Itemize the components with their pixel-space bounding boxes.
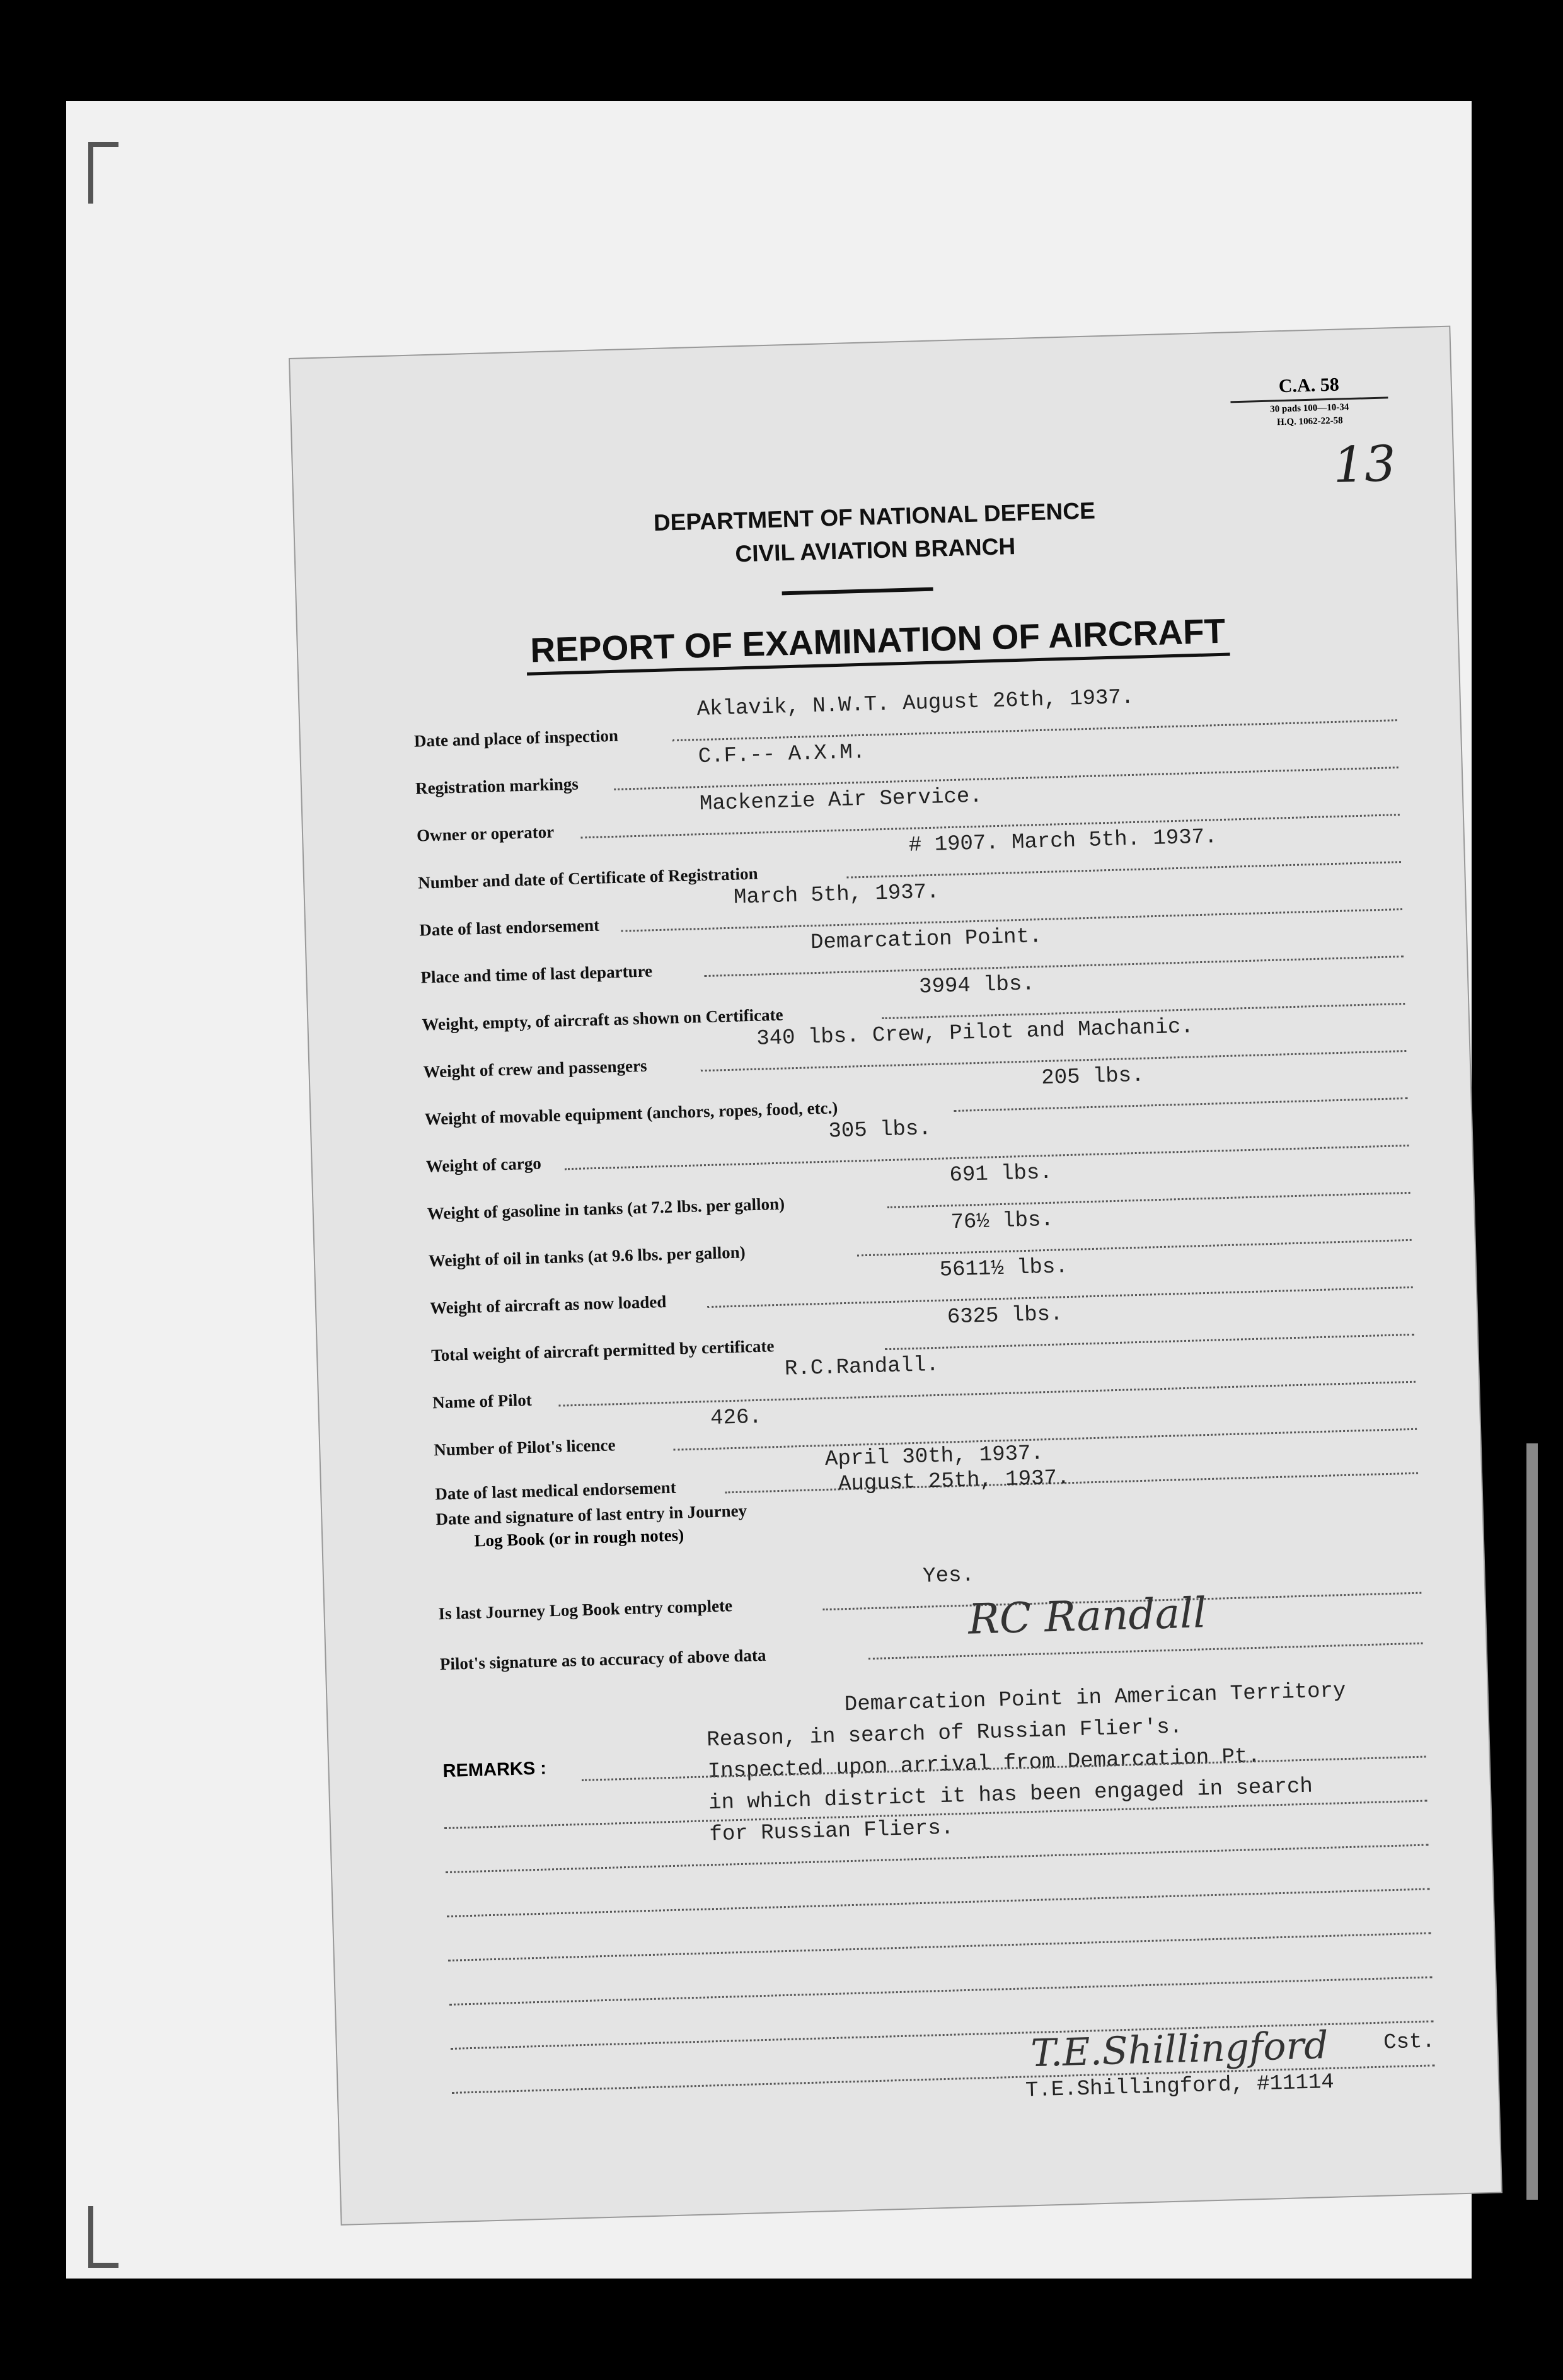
title-text: REPORT OF EXAMINATION OF AIRCRAFT [526, 611, 1230, 676]
field-value: Mackenzie Air Service. [699, 784, 983, 817]
remarks-line: Inspected upon arrival from Demarcation Pt. [707, 1744, 1261, 1784]
field-value: 691 lbs. [949, 1160, 1053, 1188]
field-value: 3994 lbs. [918, 972, 1035, 1000]
pilot-signature: RC Randall [967, 1588, 1208, 1644]
field-value: C.F.-- A.X.M. [698, 740, 866, 770]
field-value: March 5th, 1937. [733, 880, 940, 910]
remarks-dotted-line [447, 1888, 1429, 1917]
field-label: Name of Pilot [432, 1390, 533, 1412]
field-label: Weight of aircraft as now loaded [429, 1291, 667, 1318]
field-value: Demarcation Point. [810, 925, 1042, 956]
field-value: 205 lbs. [1041, 1063, 1145, 1091]
field-label: Date of last endorsement [418, 915, 600, 940]
field-label: Weight of crew and passengers [423, 1056, 647, 1082]
field-label: Weight of cargo [425, 1153, 542, 1176]
field-label: Weight of oil in tanks (at 9.6 lbs. per gallon) [428, 1242, 746, 1271]
print-line-1: 30 pads 100—10-34 [1270, 402, 1349, 415]
inspector-rank: Cst. [1383, 2030, 1436, 2055]
print-line-2: H.Q. 1062-22-58 [1276, 415, 1343, 428]
field-value: Yes. [922, 1563, 975, 1589]
tape-strip [1526, 1443, 1538, 2200]
department-heading: DEPARTMENT OF NATIONAL DEFENCE [653, 497, 1096, 536]
field-label: Date and place of inspection [413, 725, 619, 751]
field-label: Owner or operator [416, 822, 555, 845]
field-value: 426. [710, 1405, 763, 1431]
field-label: Is last Journey Log Book entry complete [438, 1596, 733, 1624]
inspector-signature: T.E.Shillingford [1030, 2023, 1329, 2076]
remarks-dotted-line [448, 1932, 1431, 1961]
branch-heading: CIVIL AVIATION BRANCH [734, 533, 1016, 567]
remarks-dotted-line [449, 1976, 1432, 2006]
field-value: # 1907. March 5th. 1937. [908, 825, 1218, 858]
page-number: 13 [1332, 436, 1397, 494]
field-label: Weight, empty, of aircraft as shown on Certificate [422, 1005, 783, 1034]
field-label: Registration markings [415, 774, 579, 798]
field-label: Date and signature of last entry in Journey [435, 1501, 747, 1529]
field-label: Number and date of Certificate of Registration [417, 864, 758, 893]
page-title [297, 604, 1458, 676]
crop-mark-top [88, 142, 118, 204]
form-number: C.A. 58 [1230, 373, 1388, 403]
remarks-line: in which district it has been engaged in search [708, 1774, 1313, 1816]
field-label: Number of Pilot's licence [433, 1435, 616, 1460]
remarks-line: Demarcation Point in American Territory [844, 1679, 1346, 1718]
field-label: Weight of movable equipment (anchors, ropes, food, etc.) [424, 1098, 838, 1129]
field-value: April 30th, 1937. [824, 1441, 1044, 1472]
field-label-line-2: Log Book (or in rough notes) [474, 1525, 684, 1551]
form-sheet [290, 327, 1501, 2224]
crop-mark-bottom [88, 2206, 118, 2268]
remarks-line: for Russian Fliers. [709, 1816, 954, 1847]
field-label: Pilot's signature as to accuracy of above data [439, 1645, 766, 1674]
remarks-dotted-line [446, 1844, 1428, 1873]
field-dotted-line [868, 1643, 1423, 1660]
field-value: August 25th, 1937. [838, 1466, 1070, 1497]
inspector-typed-name: T.E.Shillingford, #11114 [1025, 2070, 1335, 2103]
field-label: Weight of gasoline in tanks (at 7.2 lbs. per gallon) [427, 1194, 785, 1223]
field-value: 305 lbs. [828, 1117, 932, 1144]
field-value: 5611½ lbs. [939, 1255, 1069, 1283]
field-value: R.C.Randall. [784, 1353, 940, 1382]
remarks-line: Reason, in search of Russian Flier's. [706, 1715, 1183, 1753]
field-value: Aklavik, N.W.T. August 26th, 1937. [696, 685, 1134, 722]
field-value: 76½ lbs. [950, 1208, 1054, 1235]
remarks-label: REMARKS : [442, 1758, 547, 1782]
heading-rule [782, 587, 933, 596]
field-label: Total weight of aircraft permitted by certificate [430, 1336, 775, 1365]
form-number-block [1230, 373, 1388, 429]
field-label: Date of last medical endorsement [434, 1477, 677, 1504]
field-value: 340 lbs. Crew, Pilot and Machanic. [756, 1015, 1194, 1051]
field-label: Place and time of last departure [420, 961, 653, 987]
field-value: 6325 lbs. [947, 1302, 1063, 1330]
